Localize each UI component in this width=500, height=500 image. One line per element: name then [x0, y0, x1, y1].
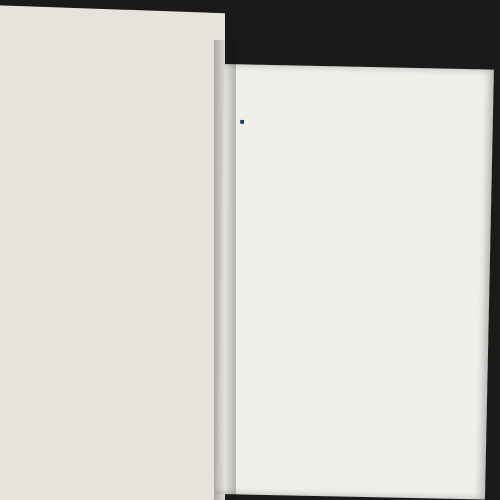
book-gutter [214, 40, 236, 500]
stacked-bar-chart [12, 85, 217, 235]
left-page [0, 5, 225, 500]
table-title [245, 267, 251, 273]
section-arrow-icon: ■ [239, 119, 245, 126]
